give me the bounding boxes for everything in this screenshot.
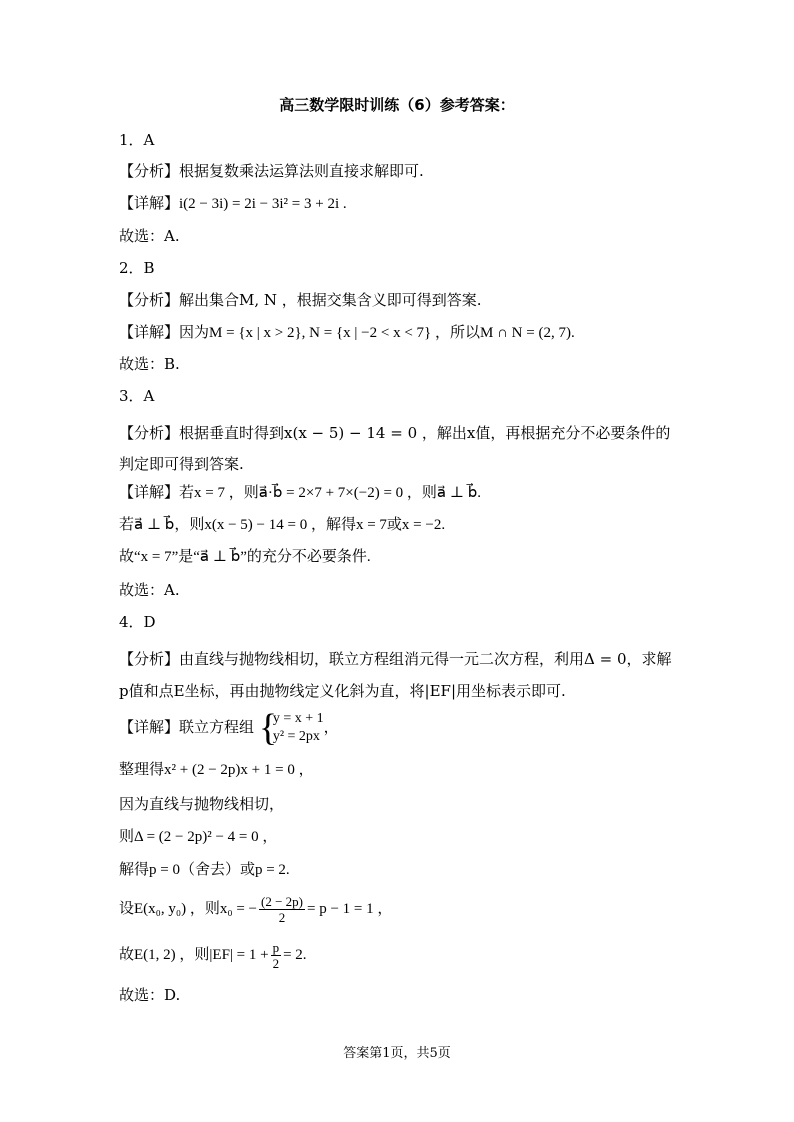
question-3-number: 3．A <box>119 387 155 405</box>
question-4-step-5 <box>119 894 392 925</box>
detail-text: i(2 − 3i) = 2i − 3i² = 3 + 2i . <box>179 196 347 212</box>
question-2-answer: 故选：B. <box>119 355 180 373</box>
step-6-suffix: = 2. <box>283 946 307 963</box>
analysis-text: 解出集合M, N ，根据交集含义即可得到答案. <box>179 291 482 309</box>
fraction-denominator: 2 <box>272 956 280 971</box>
question-1-answer: 故选：A. <box>119 227 180 245</box>
question-4-step-1: 整理得x² + (2 − 2p)x + 1 = 0 ， <box>119 762 314 778</box>
analysis-tag: 【分析】 <box>119 650 180 668</box>
question-3-line3: 故“x = 7”是“a⃗ ⊥ b⃗”的充分不必要条件. <box>119 549 371 565</box>
page-footer: 答案第1页，共5页 <box>343 1046 451 1061</box>
step-5-suffix: = p − 1 = 1 ， <box>307 900 393 917</box>
question-3-line2: 若a⃗ ⊥ b⃗，则x(x − 5) − 14 = 0 ，解得x = 7或x = −2. <box>119 517 446 533</box>
question-4-number: 4．D <box>119 613 156 631</box>
fraction <box>259 894 305 925</box>
left-brace: { <box>258 707 278 749</box>
fraction-numerator: (2 − 2p) <box>261 894 304 909</box>
fraction-denominator: 2 <box>278 910 286 925</box>
question-4-answer: 故选：D. <box>119 986 181 1004</box>
question-3-detail <box>119 482 481 503</box>
question-3-analysis <box>119 418 679 480</box>
detail-text: 因为M = {x | x > 2}, N = {x | −2 < x < 7} ，所以M ∩ N = (2, 7). <box>179 325 575 341</box>
detail-tag: 【详解】 <box>119 323 180 341</box>
question-4-analysis <box>119 643 679 707</box>
question-2-number: 2．B <box>119 259 155 277</box>
page-title: 高三数学限时训练（6）参考答案： <box>279 96 515 114</box>
detail-suffix: ， <box>323 718 339 736</box>
question-1-detail <box>119 193 347 214</box>
detail-tag: 【详解】 <box>119 483 180 501</box>
system-row-2: y² = 2px <box>272 729 320 744</box>
question-1-analysis <box>119 161 424 181</box>
analysis-text: 由直线与抛物线相切，联立方程组消元得一元二次方程，利用Δ = 0，求解p值和点E坐标，再由抛物线定义化斜为直，将|EF|用坐标表示即可. <box>119 650 672 700</box>
equation-system <box>258 707 324 749</box>
detail-prefix: 联立方程组 <box>179 718 255 736</box>
question-4-step-3: 则Δ = (2 − 2p)² − 4 = 0 ， <box>119 829 278 845</box>
detail-text: 若x = 7 ，则a⃗·b⃗ = 2×7 + 7×(−2) = 0 ，则a⃗ ⊥ b⃗. <box>179 485 482 501</box>
analysis-text: 根据复数乘法运算法则直接求解即可. <box>179 162 424 180</box>
question-2-analysis <box>119 290 482 310</box>
detail-tag: 【详解】 <box>119 194 180 212</box>
step-6-prefix: 故E(1, 2) ，则|EF| = 1 + <box>119 946 269 963</box>
question-1-number: 1．A <box>119 131 155 149</box>
question-4-detail <box>119 707 339 749</box>
fraction-numerator: p <box>272 940 280 955</box>
analysis-tag: 【分析】 <box>119 291 180 309</box>
analysis-tag: 【分析】 <box>119 162 180 180</box>
question-2-detail <box>119 322 575 343</box>
question-4-step-4: 解得p = 0（舍去）或p = 2. <box>119 862 290 878</box>
question-4-step-6 <box>119 940 307 971</box>
system-row-1: y = x + 1 <box>272 711 324 726</box>
detail-tag: 【详解】 <box>119 718 180 736</box>
step-5-prefix: 设E(x₀, y₀) ，则x₀ = − <box>119 900 258 917</box>
question-4-step-2: 因为直线与抛物线相切， <box>119 795 285 813</box>
question-3-answer: 故选：A. <box>119 581 180 599</box>
fraction <box>271 940 282 971</box>
analysis-tag: 【分析】 <box>119 424 180 442</box>
analysis-text: 根据垂直时得到x(x − 5) − 14 = 0 ，解出x值，再根据充分不必要条件的判定即可得到答案. <box>119 424 671 473</box>
